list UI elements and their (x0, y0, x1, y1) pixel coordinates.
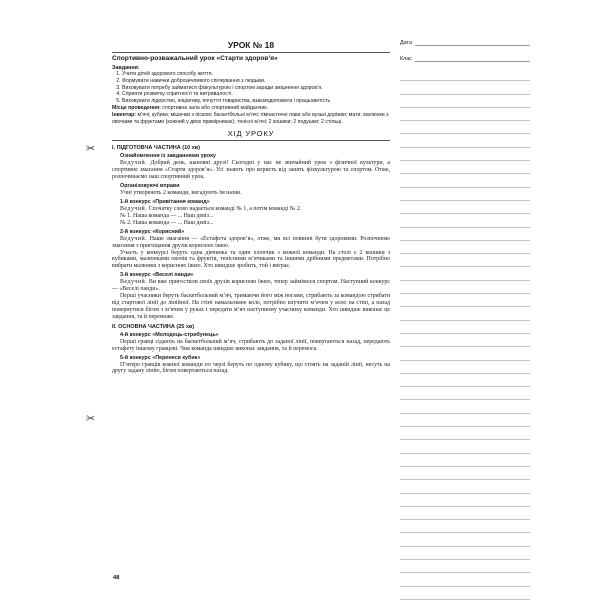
inventory-text: м’ячі; кубики; мішечки з піском; баскетбольні м’ячі; гімнастичні лави або вузькі доріжки; мати; малюнки з овочами та фруктами (кожний у двох примірниках); тенісні м’ячі; 2 кошики; 2 подушки; 2 стільці. (112, 111, 389, 125)
contest2-text: Наше змагання — «Естафета здоров’я», отже, ми всі повинні бути здоровими. Розпочнемо змагання з пригощання друзів корисною їжею. (112, 235, 390, 249)
contest2-heading: 2-й конкурс «Корисний» (120, 228, 185, 235)
note-line[interactable] (400, 414, 530, 427)
intro-text: Добрий день, шановні друзі! Сьогодні у нас не звичайний урок з фізичної культури, а спортивне змагання «Старти здоров’я». Усі знають про користь від занять фізкультурою та спортом. Отже, розпочинаємо наш спортивний урок. (112, 160, 390, 181)
note-line[interactable] (400, 134, 530, 147)
note-line[interactable] (400, 294, 530, 307)
role-label: Ведучий. (120, 235, 148, 242)
contest3-text: Ви вже пригостили своїх друзів корисною їжею, тепер займімося спортом. Наступний конкурс — «Веселі панди». (112, 279, 390, 293)
note-line[interactable] (400, 267, 530, 280)
note-line[interactable] (400, 228, 530, 241)
org-subheading: Організовуючі вправи (120, 183, 180, 190)
role-label: Ведучий. (120, 206, 148, 212)
date-field[interactable] (400, 36, 530, 46)
part2-heading: ІІ. ОСНОВНА ЧАСТИНА (25 хв) (112, 323, 195, 330)
note-line[interactable] (400, 533, 530, 546)
intro-subheading: Ознайомлення із завданнями уроку (120, 153, 216, 160)
part1-heading: І. ПІДГОТОВЧА ЧАСТИНА (10 хв) (112, 145, 201, 152)
note-lines (400, 68, 530, 600)
note-line[interactable] (400, 68, 530, 81)
notes-margin (400, 36, 530, 600)
note-line[interactable] (400, 148, 530, 161)
intro-paragraph (112, 160, 390, 181)
contest4-paragraph: Перші гравці сідають на баскетбольний м’яч, стрибають до заданої лінії, повертаються назад, передають естафету іншому гравцеві. Чия команда швидше виконає завдання, та й перемога. (112, 338, 390, 352)
class-label: Клас (400, 56, 412, 62)
scissors-icon: ✂ (86, 142, 96, 155)
note-line[interactable] (400, 494, 530, 507)
note-line[interactable] (400, 387, 530, 400)
goals-heading: Завдання: (112, 65, 140, 71)
note-line[interactable] (400, 374, 530, 387)
lesson-content (112, 36, 390, 592)
role-label: Ведучий. (120, 160, 148, 167)
contest3-paragraph-2: Перші учасники беруть баскетбольний м’яч, тримаючи його між ногами, стрибають за командою стрибати від стартової лінії до лінійної. На стіні намальоване коло, потрібно влучити м’ячем у коло на стіні, а назад повернутися бігом з м’ячем у руках і передати м’яч наступному учаснику команди. Хто швидше виконає це завдання, та й переможе. (112, 293, 390, 320)
note-line[interactable] (400, 440, 530, 453)
contest1-heading: 1-й конкурс «Привітання команд» (120, 199, 210, 205)
inventory-label: Інвентар: (112, 111, 137, 118)
contest1-text: Спочатку слово надається командi № 1, а потім команді № 2. (147, 206, 302, 212)
note-line[interactable] (400, 334, 530, 347)
note-line[interactable] (400, 507, 530, 520)
note-line[interactable] (400, 121, 530, 134)
role-label: Ведучий. (120, 279, 148, 286)
note-line[interactable] (400, 174, 530, 187)
goals-list (112, 71, 390, 105)
scissors-icon: ✂ (86, 412, 96, 425)
date-line[interactable] (415, 39, 530, 46)
note-line[interactable] (400, 307, 530, 320)
note-line[interactable] (400, 214, 530, 227)
note-line[interactable] (400, 467, 530, 480)
note-line[interactable] (400, 480, 530, 493)
contest4-heading: 4-й конкурс «Молодець-стрибунець» (120, 331, 219, 338)
contest5-heading: 5-й конкурс «Перенеси кубик» (120, 354, 201, 361)
note-line[interactable] (400, 188, 530, 201)
org-paragraph: Учні утворюють 2 команди, вигадують їм назви. (120, 190, 242, 197)
note-line[interactable] (400, 454, 530, 467)
inventory (112, 112, 390, 126)
note-line[interactable] (400, 361, 530, 374)
contest1-paragraph (112, 206, 390, 213)
note-line[interactable] (400, 587, 530, 600)
note-line[interactable] (400, 254, 530, 267)
note-line[interactable] (400, 95, 530, 108)
lesson-subtitle: Спортивно-розважальний урок «Старти здоров’я» (112, 55, 278, 62)
note-line[interactable] (400, 560, 530, 573)
contest1-line: № 1. Наша команда — ... Наш девіз... (120, 212, 214, 219)
note-line[interactable] (400, 347, 530, 360)
note-line[interactable] (400, 281, 530, 294)
date-label: Дата (400, 40, 412, 46)
course-heading: ХІД УРОКУ (112, 129, 390, 141)
lesson-title: УРОК № 18 (112, 40, 390, 53)
class-field[interactable] (400, 52, 530, 62)
contest3-heading: 3-й конкурс «Веселі панди» (120, 272, 194, 279)
venue (112, 105, 390, 112)
goal-item: 4. Сприяти розвитку спритності та витривалості. (122, 91, 390, 98)
note-line[interactable] (400, 400, 530, 413)
note-line[interactable] (400, 427, 530, 440)
venue-text: спортивна зала або спортивний майданчик. (160, 104, 268, 111)
contest2-paragraph-2: Участь у конкурсі беруть одна дівчинка та один хлопчик з кожної команди. На столі є 2 кошики з кубиками, малюнками овочів та фруктів, тенісними м’ячиками та іншими дрібними предметами. Потрібно вибрати малюнки з корисною їжею. Хто швидше зробить, той і виграє. (112, 249, 390, 270)
goal-item: 2. Формувати навички доброзичливого спілкування з людьми. (122, 78, 390, 85)
note-line[interactable] (400, 108, 530, 121)
note-line[interactable] (400, 241, 530, 254)
note-line[interactable] (400, 520, 530, 533)
contest3-paragraph (112, 279, 390, 293)
goal-item: 5. Виховувати лідерство, ініціативу, почуття товариства, взаємодопомоги і працьовитість (122, 98, 390, 105)
note-line[interactable] (400, 161, 530, 174)
class-line[interactable] (415, 55, 530, 62)
note-line[interactable] (400, 321, 530, 334)
note-line[interactable] (400, 81, 530, 94)
venue-label: Місце проведення: (112, 104, 161, 111)
contest2-paragraph (112, 236, 390, 250)
goal-item: 1. Учити дітей здорового способу життя. (122, 71, 390, 78)
note-line[interactable] (400, 201, 530, 214)
contest5-paragraph: П’ятеро гравців кожної команди по черзі беруть по одному кубику, що стоять на заданій лінії, несуть на другу задану лінію, бігом повертаються назад. (112, 361, 390, 375)
note-line[interactable] (400, 547, 530, 560)
goal-item: 3. Виховувати потребу займатися фізкультурою і спортом заради зміцнення здоров’я. (122, 85, 390, 92)
note-line[interactable] (400, 573, 530, 586)
contest1-line: № 2. Наша команда — ... Наш девіз... (120, 219, 214, 226)
page-number: 48 (113, 575, 120, 581)
